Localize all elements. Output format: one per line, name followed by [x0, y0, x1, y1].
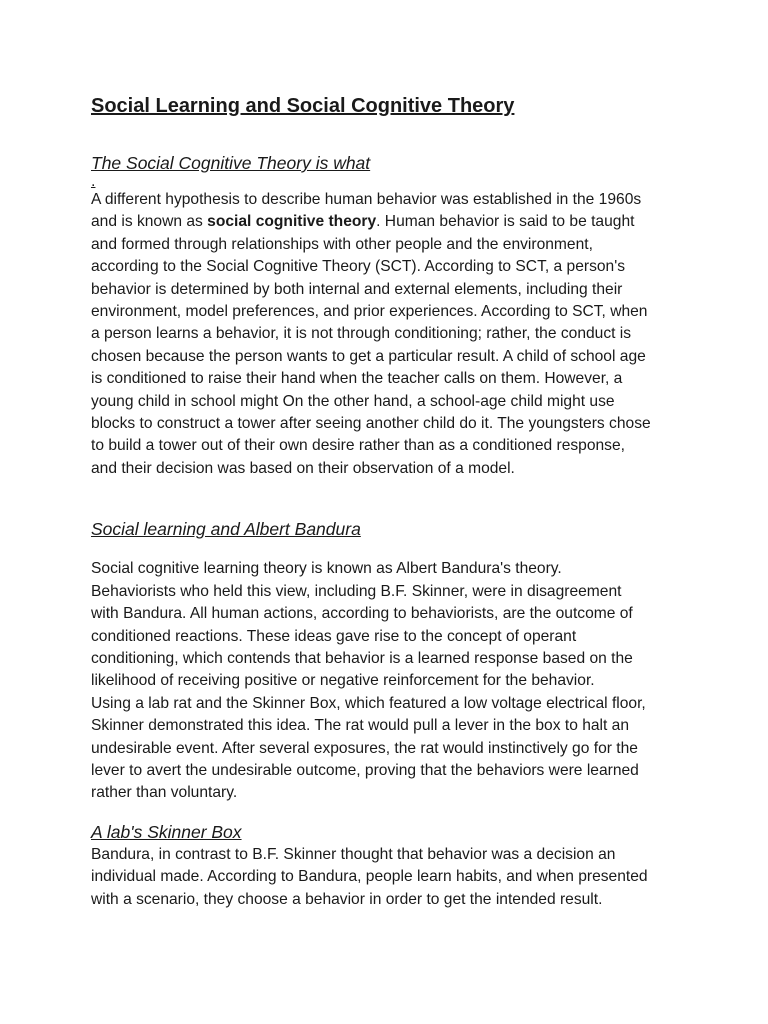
section-body-skinner-box: Bandura, in contrast to B.F. Skinner thought that behavior was a decision an individual made. According to Bandura, people learn habits, and when presented with a scenario, they choose a behavior in order to get the intended result. [91, 845, 648, 908]
section-body-albert-bandura: Social cognitive learning theory is known as Albert Bandura's theory. Behaviorists who held this view, including B.F. Skinner, were in disagreement with Bandura. All human actions, according to behaviorists, are the outcome of conditioned reactions. These ideas gave rise to the concept of operant conditioning, which contends that behavior is a learned response based on the likelihood of receiving positive or negative reinforcement for the behavior. Using a lab rat and the Skinner Box, which featured a low voltage electrical floor, Skinner demonstrated this idea. The rat would pull a lever in the box to halt an undesirable event. After several exposures, the rat would instinctively go for the lever to avert the undesirable outcome, proving that the behaviors were learned rather than voluntary. [91, 560, 646, 802]
section-heading-skinner-box: A lab's Skinner Box [91, 821, 242, 842]
section-body-social-cognitive-theory [91, 189, 691, 480]
document-page [91, 92, 691, 911]
bold-term: social cognitive theory [207, 213, 377, 231]
body-text-after-term: . Human behavior is said to be taught and formed through relationships with other people and the environment, according to the Social Cognitive Theory (SCT). According to SCT, a person's behavior is determined by both internal and external elements, including their environment, model preferences, and prior experiences. According to SCT, when a person learns a behavior, it is not through conditioning; rather, the conduct is chosen because the person wants to get a particular result. A child of school age is conditioned to raise their hand when the teacher calls on them. However, a young child in school might On the other hand, a school-age child might use blocks to construct a tower after seeing another child do it. The youngsters chose to build a tower out of their own desire rather than as a conditioned response, and their decision was based on their observation of a model. [91, 213, 651, 477]
section-heading-albert-bandura: Social learning and Albert Bandura [91, 519, 361, 540]
section-marker: . [91, 173, 96, 190]
section-heading-social-cognitive-theory: The Social Cognitive Theory is what [91, 153, 371, 173]
body-text-before-term: A different hypothesis to describe human behavior was established in the 1960s and is known as [91, 191, 642, 231]
document-title: Social Learning and Social Cognitive Theory [91, 95, 515, 117]
